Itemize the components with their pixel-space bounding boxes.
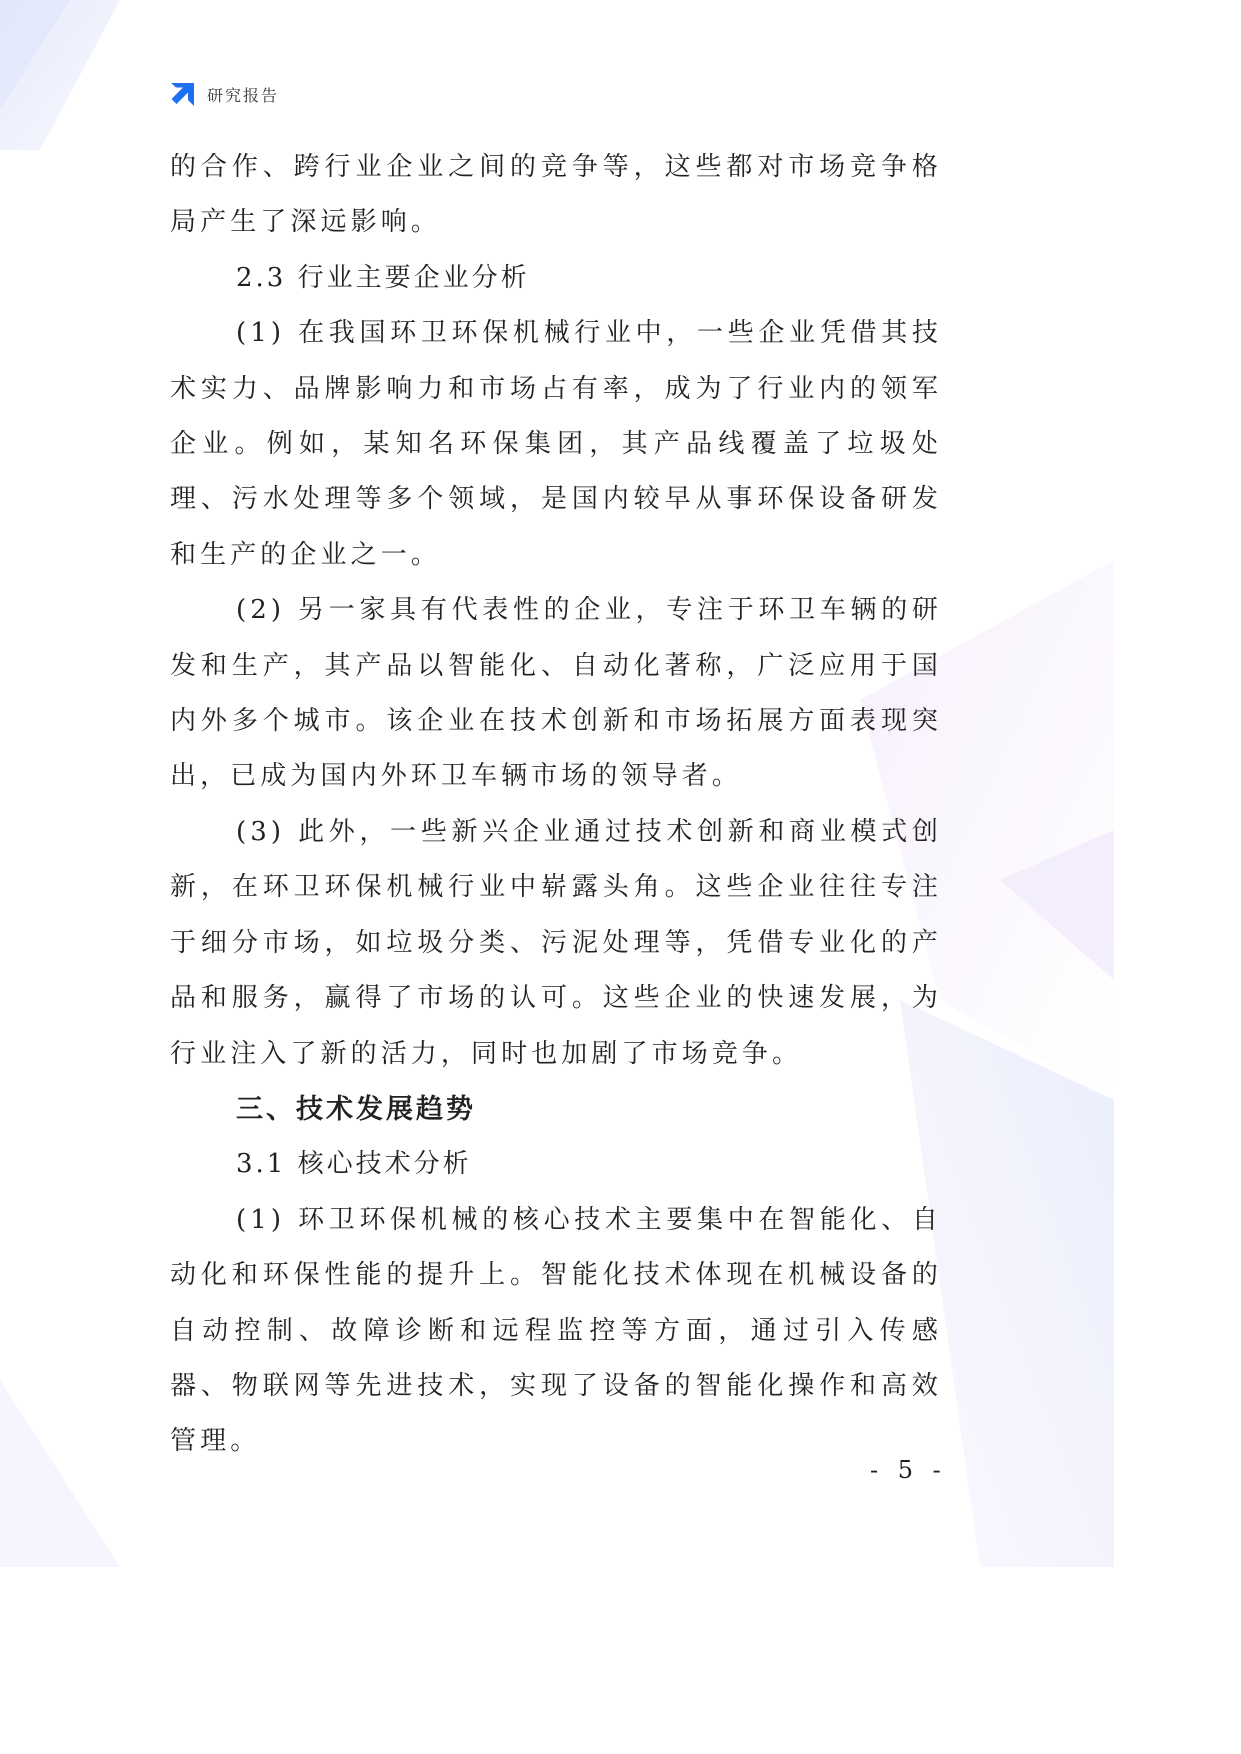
arrow-up-right-icon xyxy=(168,79,198,109)
document-body xyxy=(170,140,942,1470)
report-header xyxy=(168,79,279,109)
section-heading-3-1: 3.1 核心技术分析 xyxy=(236,1149,472,1180)
report-header-label: 研究报告 xyxy=(207,85,280,105)
page-number: - 5 - xyxy=(870,1456,947,1484)
section-heading-2-3: 2.3 行业主要企业分析 xyxy=(236,262,530,293)
paragraph-emerging-companies: (3) 此外，一些新兴企业通过技术创新和商业模式创新，在环卫环保机械行业中崭露头角。这些企业往往专注于细分市场，如垃圾分类、污泥处理等，凭借专业化的产品和服务，赢得了市场的认可。这些企业的快速发展，为行业注入了新的活力，同时也加剧了市场竞争。 xyxy=(170,816,942,1069)
paragraph-sanitation-vehicles: (2) 另一家具有代表性的企业，专注于环卫车辆的研发和生产，其产品以智能化、自动化著称，广泛应用于国内外多个城市。该企业在技术创新和市场拓展方面表现突出，已成为国内外环卫车辆市场的领导者。 xyxy=(170,595,942,792)
paragraph-leading-company: (1) 在我国环卫环保机械行业中，一些企业凭借其技术实力、品牌影响力和市场占有率，成为了行业内的领军企业。例如，某知名环保集团，其产品线覆盖了垃圾处理、污水处理等多个领域，是国内较早从事环保设备研发和生产的企业之一。 xyxy=(170,318,942,570)
chapter-heading-tech-trends: 三、技术发展趋势 xyxy=(236,1093,476,1125)
paragraph-continuation: 的合作、跨行业企业之间的竞争等，这些都对市场竞争格局产生了深远影响。 xyxy=(170,152,942,238)
paragraph-core-technology: (1) 环卫环保机械的核心技术主要集中在智能化、自动化和环保性能的提升上。智能化技术体现在机械设备的自动控制、故障诊断和远程监控等方面，通过引入传感器、物联网等先进技术，实现了设备的智能化操作和高效管理。 xyxy=(170,1204,942,1457)
